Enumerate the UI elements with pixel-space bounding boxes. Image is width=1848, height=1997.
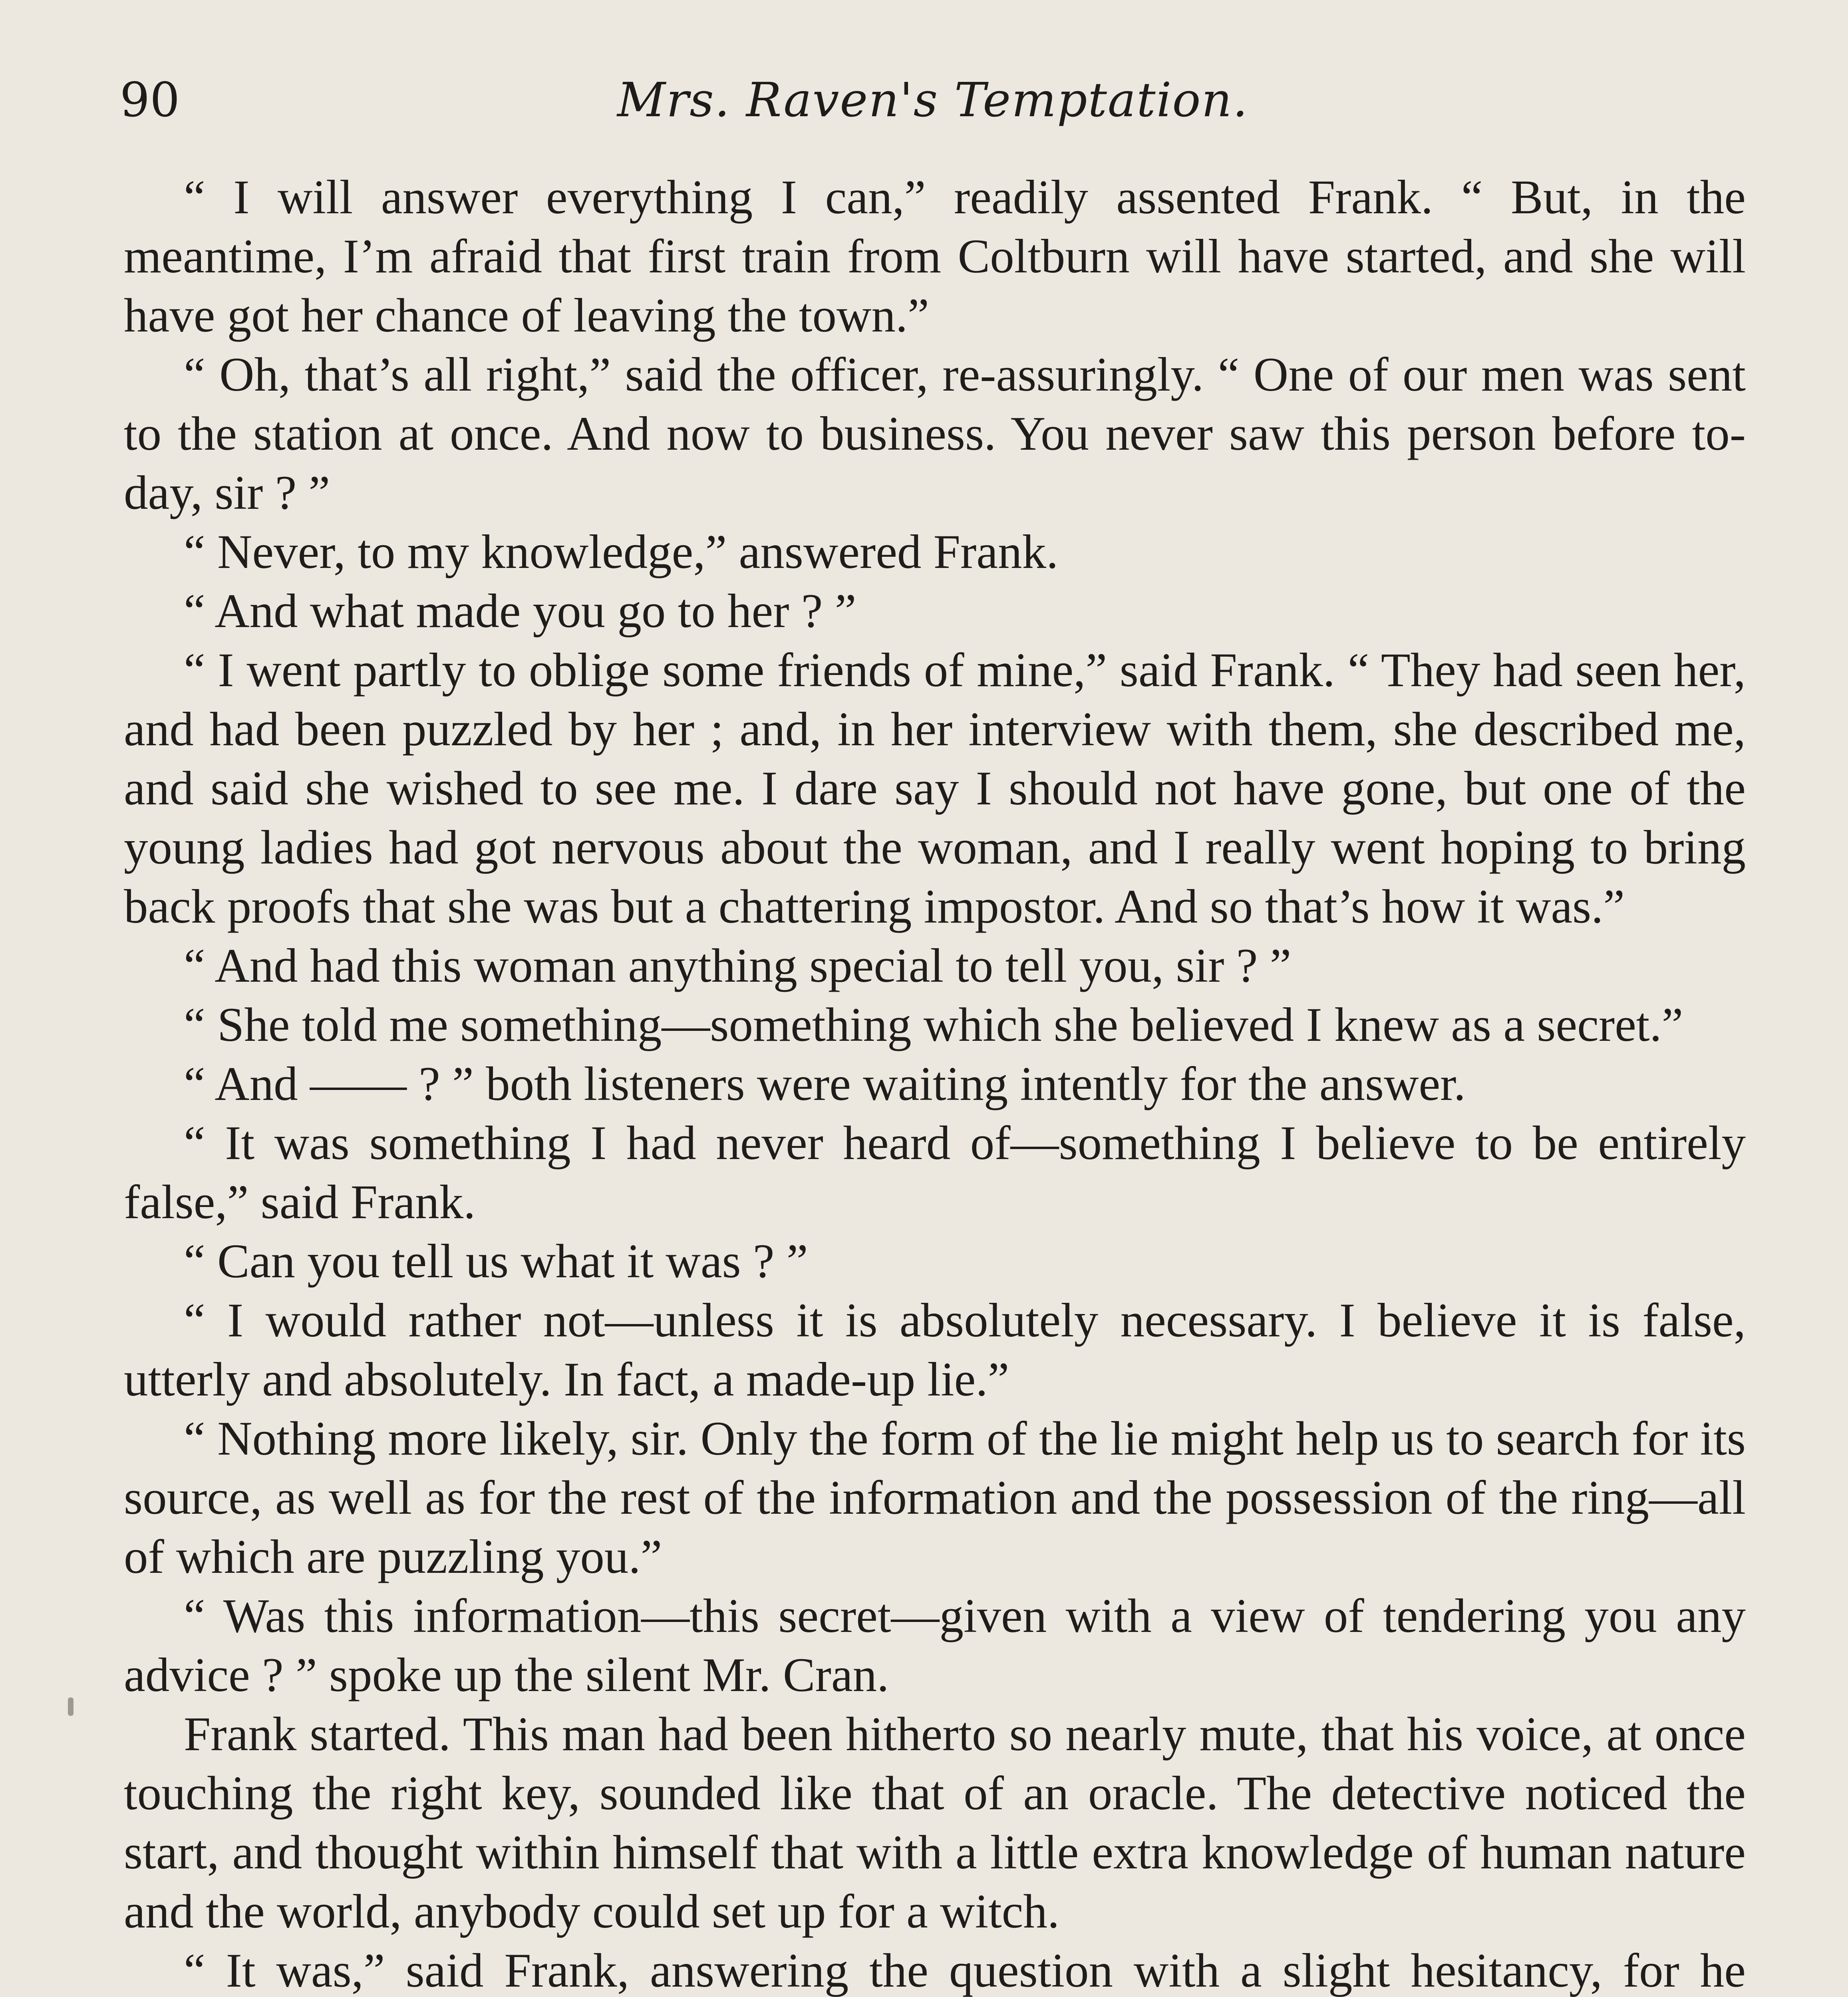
paragraph: “ Oh, that’s all right,” said the officer, re-assuringly. “ One of our men was sent to the station at once. And now to business. You never saw this person before to-day, sir ? ” bbox=[124, 348, 1746, 520]
paragraph: “ Never, to my knowledge,” answered Frank. bbox=[184, 525, 1059, 579]
ink-speck bbox=[68, 1697, 74, 1716]
paragraph: “ I went partly to oblige some friends of mine,” said Frank. “ They had seen her, and had been puzzled by her ; and, in her interview with them, she described me, and said she wished to see me. I dare say I should not have gone, but one of the young ladies had got nervous about the woman, and I really went hoping to bring back proofs that she was but a chattering impostor. And so that’s how it was.” bbox=[124, 643, 1746, 933]
paragraph: “ I will answer everything I can,” readily assented Frank. “ But, in the meantime, I’m afraid that first train from Coltburn will have started, and she will have got her chance of leaving the town.” bbox=[124, 171, 1746, 342]
paragraph: “ It was,” said Frank, answering the question with a slight hesitancy, for he bbox=[184, 1944, 1746, 1997]
paragraph: “ And what made you go to her ? ” bbox=[184, 584, 856, 638]
paragraph: “ And —— ? ” both listeners were waiting intently for the answer. bbox=[184, 1057, 1466, 1111]
text-body bbox=[124, 168, 1746, 1997]
paragraph: “ Was this information—this secret—given with a view of tendering you any advice ? ” spoke up the silent Mr. Cran. bbox=[124, 1589, 1746, 1702]
paragraph: “ Nothing more likely, sir. Only the form of the lie might help us to search for its source, as well as for the rest of the information and the possession of the ring—all of which are puzzling you.” bbox=[124, 1412, 1746, 1584]
paragraph: “ I would rather not—unless it is absolutely necessary. I believe it is false, utterly and absolutely. In fact, a made-up lie.” bbox=[124, 1294, 1746, 1406]
paragraph: “ It was something I had never heard of—something I believe to be entirely false,” said Frank. bbox=[124, 1116, 1746, 1229]
page-header bbox=[120, 60, 1746, 140]
page-number: 90 bbox=[120, 72, 180, 127]
paragraph: Frank started. This man had been hitherto so nearly mute, that his voice, at once touching the right key, sounded like that of an oracle. The detective noticed the start, and thought within himself that with a little extra knowledge of human nature and the world, anybody could set up for a witch. bbox=[124, 1707, 1746, 1938]
running-title: Mrs. Raven's Temptation. bbox=[617, 72, 1248, 127]
paragraph: “ And had this woman anything special to tell you, sir ? ” bbox=[184, 939, 1292, 993]
paragraph: “ She told me something—something which she believed I knew as a secret.” bbox=[184, 998, 1683, 1052]
paragraph: “ Can you tell us what it was ? ” bbox=[184, 1235, 808, 1288]
